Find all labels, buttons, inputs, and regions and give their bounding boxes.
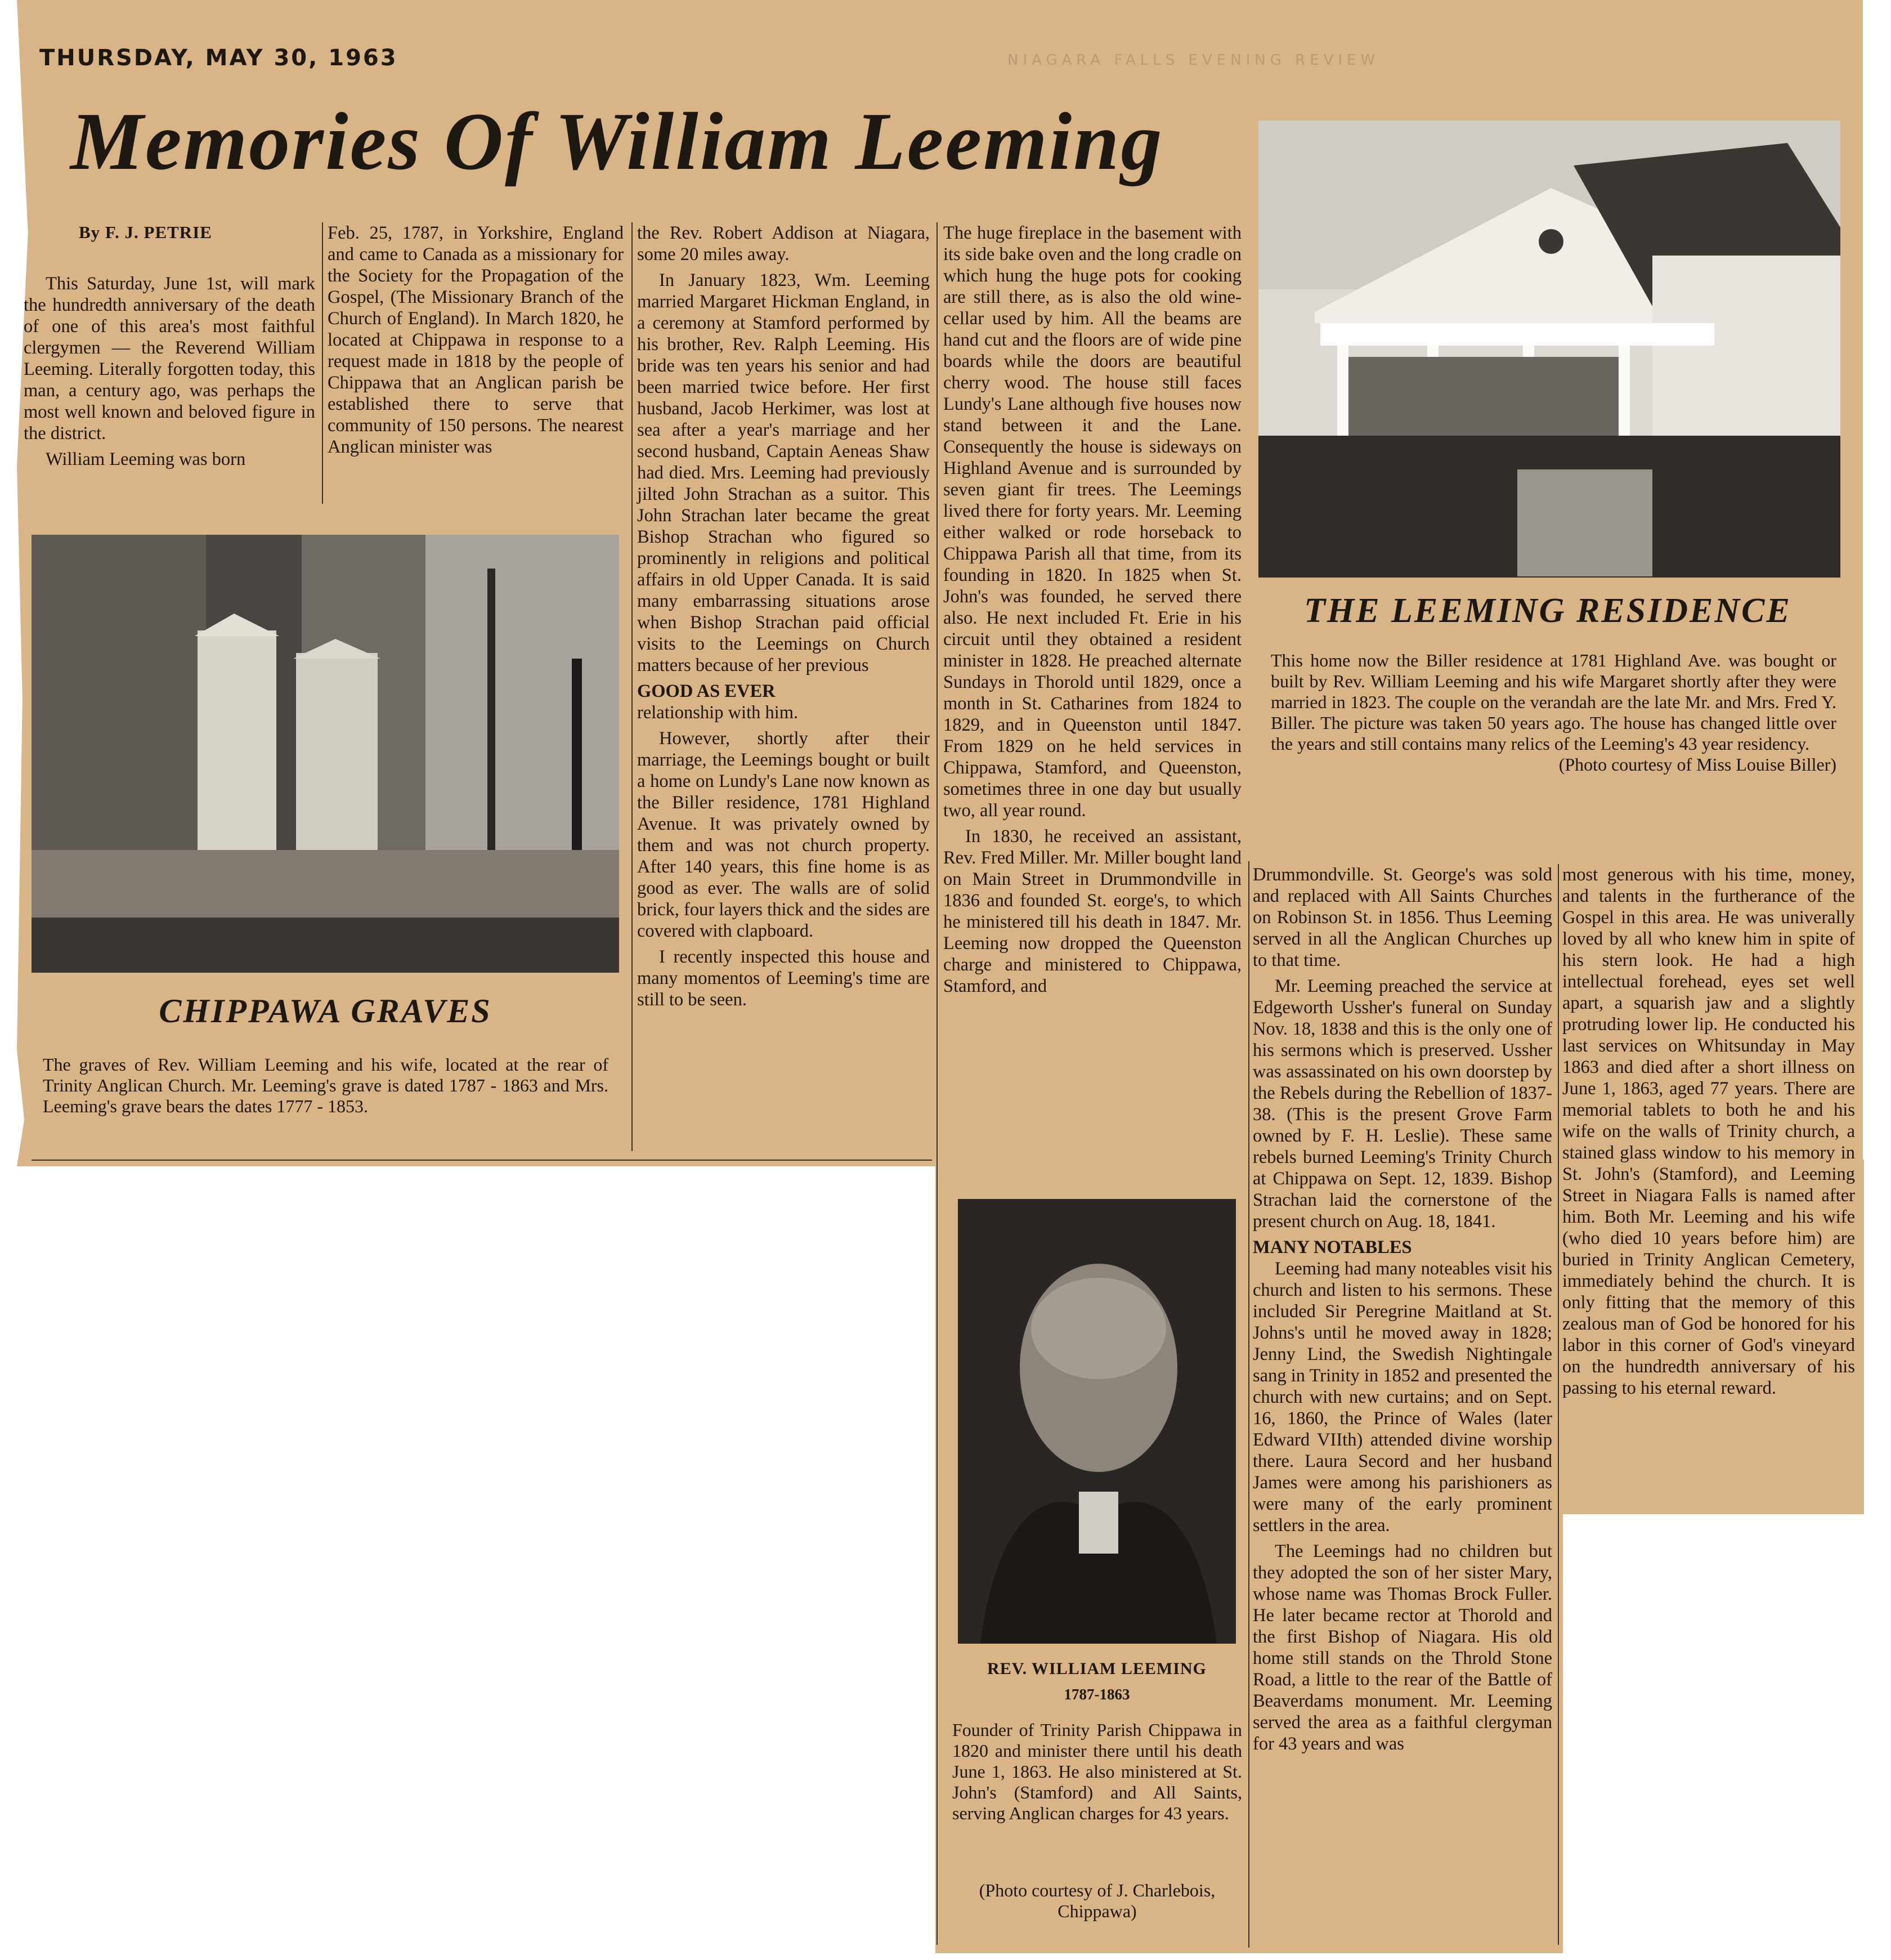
paragraph: relationship with him. — [637, 702, 799, 723]
residence-heading: THE LEEMING RESIDENCE — [1304, 592, 1791, 630]
headline: Memories Of William Leeming — [70, 96, 1164, 187]
residence-caption — [1271, 650, 1836, 775]
column-5 — [1253, 864, 1552, 1755]
column-3 — [637, 222, 930, 1010]
column-rule — [322, 222, 323, 504]
leeming-residence-photo — [1258, 120, 1840, 578]
paragraph: Feb. 25, 1787, in Yorkshire, England and came to Canada as a missionary for the Society for the Propagation of the Gospel, (The Missionary Branch of the Church of England). In March 1820, he located at Chippawa in response to a request made in 1818 by the people of Chippawa that an Anglican parish be established there to serve that community of 150 persons. The nearest Anglican minister was — [328, 223, 624, 457]
portrait-photo-credit: (Photo courtesy of J. Charlebois, Chippawa) — [979, 1880, 1216, 1921]
paragraph: the Rev. Robert Addison at Niagara, some 20 miles away. — [637, 223, 930, 265]
paragraph: Drummondville. St. George's was sold and replaced with All Saints Churches on Robinson St. in 1856. Thus Leeming served in all the Anglican Churches up to that time. — [1253, 865, 1552, 970]
paragraph: However, shortly after their marriage, the Leemings bought or built a home on Lundy's Lane now known as the Biller residence, 1781 Highland Avenue. It was privately owned by them and was not church property. After 140 years, this fine home is as good as ever. The walls are of solid brick, four layers thick and the sides are covered with clapboard. — [637, 728, 930, 941]
column-rule — [631, 222, 633, 1151]
paragraph: Mr. Leeming preached the service at Edgeworth Ussher's funeral on Sunday Nov. 18, 1838 and this is the only one of his sermons which is preserved. Ussher was assassinated on his own doorstep by the Rebels during the Rebellion of 1837-38. (This is the present Grove Farm owned by F. H. Leslie). These same rebels burned Leeming's Trinity Church at Chippawa on Sept. 12, 1839. Bishop Strachan laid the cornerstone of the present church on Aug. 18, 1841. — [1253, 976, 1552, 1232]
paragraph: I recently inspected this house and many momentos of Leeming's time are still to be seen. — [637, 947, 930, 1010]
residence-caption-text: This home now the Biller residence at 1781 Highland Ave. was bought or built by Rev. William Leeming and his wife Margaret shortly after they were married in 1823. The couple on the verandah are the late Mr. and Mrs. Fred Y. Biller. The picture was taken 50 years ago. The house has changed little over the years and still contains many relics of the Leeming's 43 year residency. — [1271, 650, 1836, 754]
column-rule — [936, 222, 938, 1945]
portrait-years: 1787-1863 — [1064, 1686, 1130, 1703]
leeming-portrait-photo — [958, 1199, 1236, 1644]
paragraph: The huge fireplace in the basement with its side bake oven and the long cradle on which hung the huge pots for cooking are still there, as is also the old wine-cellar used by him. All the beams are hand cut and the floors are of wide pine boards while the doors are beautiful cherry wood. The house still faces Lundy's Lane although five houses now stand between it and the Lane. Consequently the house is sideways on Highland Avenue and is surrounded by seven giant fir trees. The Leemings lived there for forty years. Mr. Leeming either walked or rode horseback to Chippawa Parish all that time, from its founding in 1820. In 1825 when St. John's was founded, he served there also. He next included Ft. Erie in his circuit until they obtained a resident minister in 1828. He preached alternate Sundays in Thorold until 1829, once a month in St. Catharines from 1824 to 1829, and in Queenston until 1847. From 1829 on he held services in Chippawa, Stamford, and Queenston, sometimes three in one day but usually two, all year round. — [943, 223, 1242, 821]
section-rule — [32, 1160, 932, 1161]
paragraph: The Leemings had no children but they adopted the son of her sister Mary, whose name was Thomas Brock Fuller. He later became rector at Thorold and the first Bishop of Niagara. His old home still stands on the Throld Stone Road, a little to the rear of the Battle of Beaverdams monument. Mr. Leeming served the area as a faithful clergyman for 43 years and was — [1253, 1541, 1552, 1754]
column-rule — [1248, 861, 1249, 1948]
graves-caption: The graves of Rev. William Leeming and his wife, located at the rear of Trinity Anglican Church. Mr. Leeming's grave is dated 1787 - 1863 and Mrs. Leeming's grave bears the dates 1777 - 1853. — [43, 1054, 608, 1116]
graves-image — [32, 535, 619, 973]
portrait-caption: Founder of Trinity Parish Chippawa in 1820 and minister there until his death June 1, 1863. He also ministered at St. John's (Stamford) and All Saints, serving Anglican charges for 43 years. — [952, 1720, 1242, 1823]
column-4 — [943, 222, 1242, 997]
paragraph: In January 1823, Wm. Leeming married Margaret Hickman England, in a ceremony at Stamford performed by his brother, Rev. Ralph Leeming. His bride was ten years his senior and had been married twice before. Her first husband, Jacob Herkimer, was lost at sea after a year's marriage and her second husband, Captain Aeneas Shaw had died. Mrs. Leeming had previously jilted John Strachan as a suitor. This John Strachan later became the great Bishop Strachan who figured so prominently in religions and political affairs in old Upper Canada. It is said many embarrassing situations arose when Bishop Strachan paid official visits to the Leemings on Church matters because of her previous — [637, 270, 930, 675]
column-1 — [24, 273, 315, 470]
column-2 — [328, 222, 624, 458]
subhead: GOOD AS EVER — [637, 681, 776, 701]
byline: By F. J. PETRIE — [79, 222, 212, 242]
masthead-bleed: NIAGARA FALLS EVENING REVIEW — [1007, 52, 1380, 69]
subhead: MANY NOTABLES — [1253, 1237, 1412, 1258]
residence-photo-credit: (Photo courtesy of Miss Louise Biller) — [1558, 754, 1836, 775]
residence-image — [1258, 120, 1840, 578]
portrait-image — [958, 1199, 1236, 1644]
column-6 — [1562, 864, 1855, 1399]
portrait-name: REV. WILLIAM LEEMING — [987, 1659, 1207, 1678]
paragraph: This Saturday, June 1st, will mark the hundredth anniversary of the death of one of this area's most faithful clergymen — the Reverend William Leeming. Literally forgotten today, this man, a century ago, was perhaps the most well known and beloved figure in the district. — [24, 274, 315, 444]
paragraph: William Leeming was born — [46, 449, 246, 469]
column-rule — [1558, 864, 1559, 1945]
paragraph: Leeming had many noteables visit his church and listen to his sermons. These included Sir Peregrine Maitland at St. Johns's until he moved away in 1828; Jenny Lind, the Swedish Nightingale sang in Trinity in 1852 and presented the church with new curtains; and on Sept. 16, 1860, the Prince of Wales (later Edward VIIth) attended divine worship there. Laura Secord and her husband James were among his parishioners as were many of the early prominent settlers in the area. — [1253, 1259, 1552, 1536]
paragraph: most generous with his time, money, and talents in the furtherance of the Gospel in this area. He was univerally loved by all who knew him in spite of his stern look. He had a high intellectual forehead, eyes set well apart, a squarish jaw and a slightly protruding lower lip. He conducted his last services on Whitsunday in May 1863 and died after a short illness on June 1, 1863, aged 77 years. There are memorial tablets to both he and his wife on the walls of Trinity church, a stained glass window to his memory in St. John's (Stamford), and Leeming Street in Niagara Falls is named after him. Both Mr. Leeming and his wife (who died 10 years before him) are buried in Trinity Anglican Cemetery, immediately behind the church. It is only fitting that the memory of this zealous man of God be honored for his labor in this corner of God's vineyard on the hundredth anniversary of his passing to his eternal reward. — [1562, 865, 1855, 1398]
graves-heading: CHIPPAWA GRAVES — [159, 992, 492, 1030]
paragraph: In 1830, he received an assistant, Rev. Fred Miller. Mr. Miller bought land on Main Street in Drummondville in 1836 and founded St. eorge's, to which he ministered till his death in 1847. Mr. Leeming now dropped the Queenston charge and ministered to Chippawa, Stamford, and — [943, 826, 1242, 996]
chippawa-graves-photo — [32, 535, 619, 973]
dateline: THURSDAY, MAY 30, 1963 — [39, 45, 398, 71]
